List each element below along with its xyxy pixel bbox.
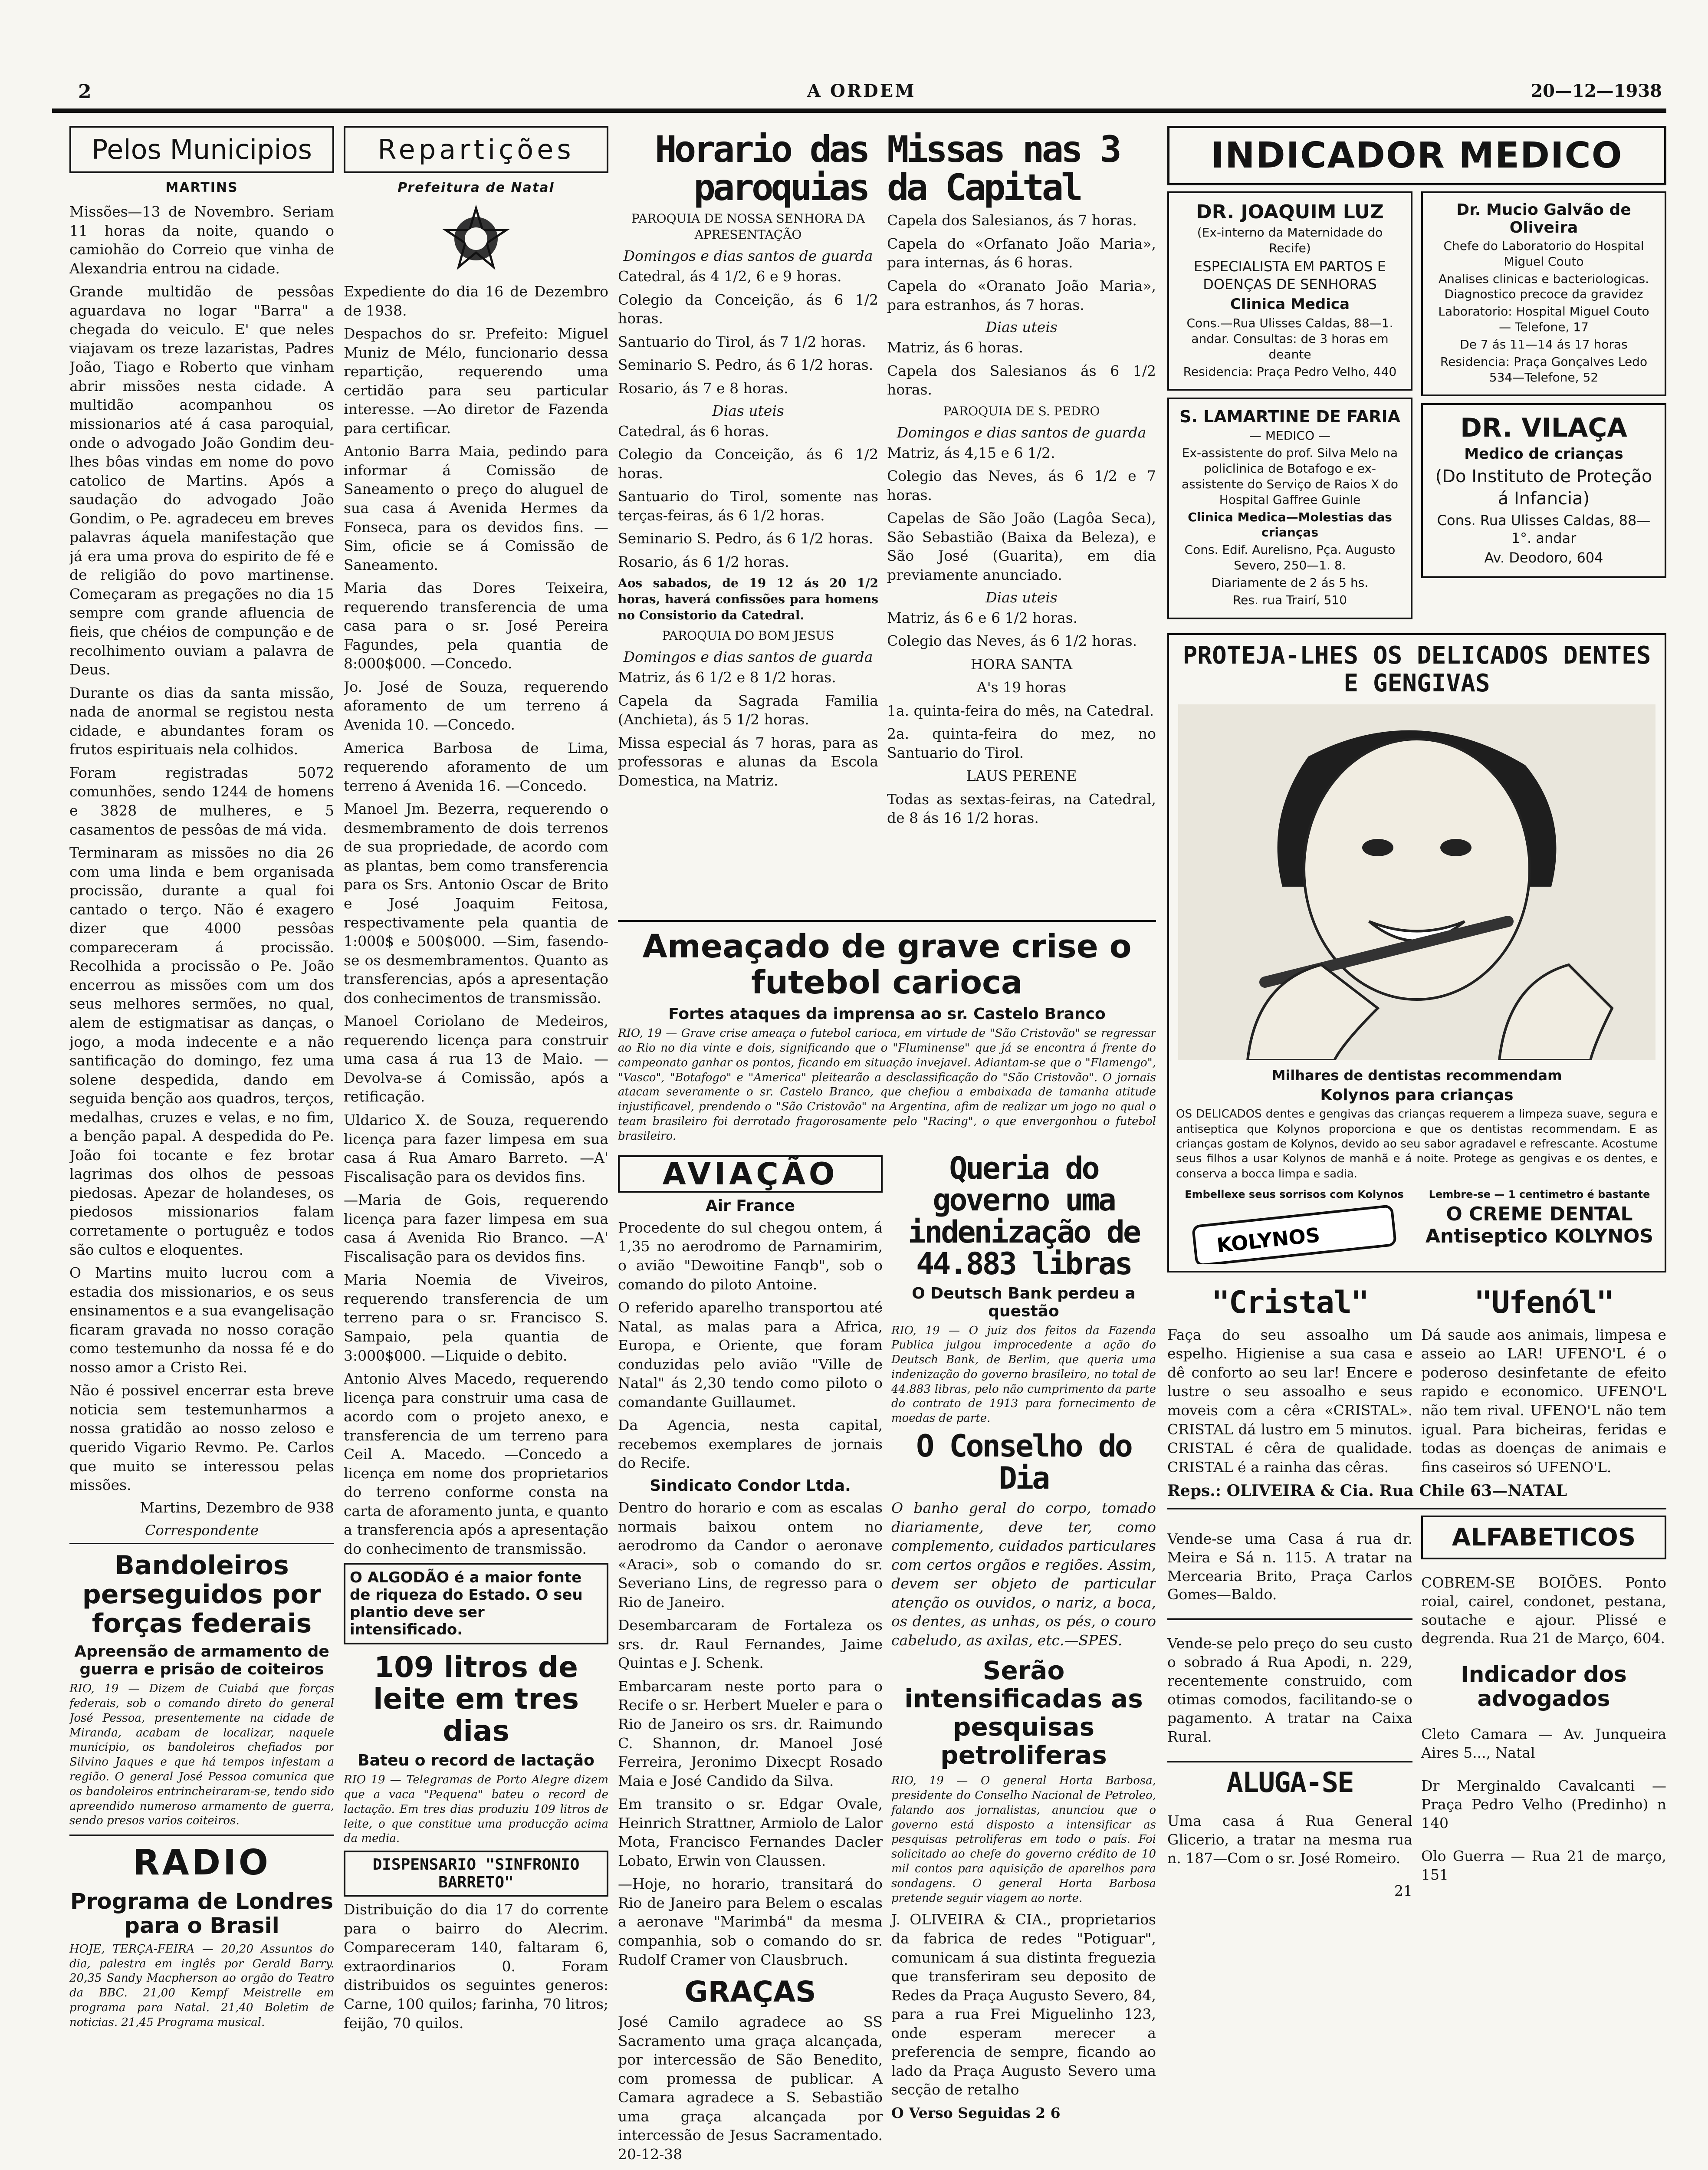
alfabeticos-headline: ALFABETICOS [1421, 1516, 1666, 1559]
parish-heading: PAROQUIA DO BOM JESUS [662, 628, 834, 643]
sale-ad: Vende-se pelo preço do seu custo o sobrado á Rua Apodi, n. 229, recentemente construido, com otimas comodos, facilitando-se o pagamento. A tratar na Caixa Rural. [1167, 1635, 1412, 1745]
schedule-line: Matriz, ás 6 e 6 1/2 horas. [887, 609, 1078, 626]
doctor-detail: Av. Deodoro, 604 [1484, 549, 1603, 566]
parish-heading: PAROQUIA DE NOSSA SENHORA DA APRESENTAÇÃO [631, 211, 865, 242]
schedule-subheading: Dias uteis [985, 589, 1058, 606]
doctor-detail: Cons.—Rua Ulisses Caldas, 88—1. andar. Consultas: de 3 horas em deante [1186, 316, 1393, 362]
condor-paragraph: Embarcaram neste porto para o Recife o sr. Herbert Mueler e para o Rio de Janeiro os srs. dr. Raimundo C. Shannon, dr. Manoel José Ferreira, Jeronimo Dixecpt Rosado Maia e José Candido da Silva. [618, 1677, 883, 1789]
schedule-line: Capela do «Orfanato João Maria», para internas, ás 6 horas. [887, 235, 1156, 271]
schedule-line: Colegio da Conceição, ás 6 1/2 horas. [618, 291, 878, 327]
schedule-note: Aos sabados, de 19 12 ás 20 1/2 horas, haverá confissões para homens no Consistorio da Catedral. [618, 576, 878, 623]
classifieds [1167, 1516, 1666, 1905]
oil-headline: Serão intensificadas as pesquisas petroliferas [904, 1656, 1143, 1770]
schedule-subheading: Domingos e dias santos de guarda [623, 648, 873, 666]
column-capital [618, 126, 1156, 2170]
doctor-detail: Diariamente de 2 ás 5 hs. [1211, 575, 1369, 590]
schedule-line: Santuario do Tirol, somente nas terças-feiras, ás 6 1/2 horas. [618, 488, 878, 524]
thanks-body: José Camilo agradece ao SS Sacramento uma graça alcançada, por intercessão de São Benedito, com promessa de publicar. A Camara agradece a S. Sebastião uma graça alcançada por intercessão de Jesus Sacramentado. 20-12-38 [618, 2013, 883, 2163]
mass-schedule-right [887, 211, 1156, 832]
article-signature: Martins, Dezembro de 938 [140, 1499, 334, 1516]
article-paragraph: Antonio Barra Maia, pedindo para informar á Comissão de Saneamento o preço do aluguel de sua casa á Avenida Hermes da Fonseca, para os devidos fins. —Sim, oficie se á Comissão de Saneamento. [344, 443, 608, 573]
correspondent-credit: Correspondente [69, 1522, 334, 1544]
doctor-detail: Chefe do Laboratorio do Hospital Miguel Couto [1443, 239, 1644, 269]
medical-index [1167, 191, 1666, 626]
cristal-ad [1167, 1279, 1412, 1481]
condor-paragraph: —Hoje, no horario, transitará do Rio de Janeiro para Belem o escalas a aeronave "Marimbá" da mesma companhia, sob o comando do sr. Rudolf Cramer von Clausbruch. [618, 1875, 883, 1968]
schedule-line: Catedral, ás 6 horas. [618, 422, 769, 440]
mass-schedule-left [618, 211, 878, 794]
article-paragraph: Manoel Coriolano de Medeiros, requerendo licença para construir uma casa á rua 13 de Maio. —Devolva-se á Comissão, após a retificação. [344, 1013, 608, 1105]
condor-paragraph: Em transito o sr. Edgar Ovale, Heinrich Strattner, Armiolo de Lalor Mota, Francisco Fernandes Dacler Lobato, Erwin von Claussen. [618, 1795, 883, 1869]
alfabeticos-body: COBREM-SE BOIÕES. Ponto roial, cairel, condonet, pestana, soutache e ajour. Plissé e degrenda. Rua 21 de Março, 604. [1421, 1574, 1666, 1647]
doctor-name: DR. VILAÇA [1460, 413, 1627, 444]
counsel-headline: O Conselho do Dia [916, 1428, 1131, 1496]
lawyers-headline: Indicador dos advogados [1461, 1662, 1627, 1712]
lawyer-entry: Cleto Camara — Av. Junqueira Aires 5..., Natal [1421, 1726, 1666, 1762]
kolynos-ad [1167, 633, 1666, 1272]
medical-index-left [1167, 191, 1412, 626]
indemnity-body: RIO, 19 — O juiz dos feitos da Fazenda Publica julgou improcedente a ação do Deutsch Bank, de Berlim, que queria uma indenização do governo brasileiro, no total de 44.883 libras, pelo não cumprimento da parte do contrato de 1913 para fornecimento de moedas de parte. [891, 1324, 1156, 1425]
classifieds-right [1421, 1516, 1666, 1905]
doctor-detail: Analises clinicas e bacteriologicas. Diagnostico precoce da gravidez [1438, 271, 1649, 302]
doctor-detail: Ex-assistente do prof. Silva Melo na policlinica de Botafogo e ex-assistente do Serviço de Raios X do Hospital Gaffree Guinle [1181, 446, 1399, 507]
classifieds-left [1167, 1516, 1412, 1905]
column-municipios [69, 126, 334, 2170]
section-title: Repartições [344, 126, 608, 173]
kolynos-tagline: Milhares de dentistas recommendam [1271, 1067, 1562, 1084]
schedule-line: Capela da Sagrada Familia (Anchieta), ás 5 1/2 horas. [618, 692, 878, 728]
kolynos-footer [1176, 1186, 1658, 1264]
schedule-line: Seminario S. Pedro, ás 6 1/2 horas. [618, 530, 874, 547]
divider [1167, 1508, 1666, 1509]
section-subtitle: Prefeitura de Natal [397, 180, 555, 195]
article-paragraph: Não é possivel encerrar esta breve noticia sem testemunharmos a nossa gratidão ao nosso zeloso e querido Vigario Revmo. Pe. Carlos que muito se interessou pelas missões. [69, 1382, 334, 1494]
doctor-detail: Residencia: Praça Pedro Velho, 440 [1183, 364, 1397, 379]
section-title: Pelos Municipios [69, 126, 334, 173]
doctor-name: S. LAMARTINE DE FARIA [1179, 407, 1401, 427]
svg-text:KOLYNOS: KOLYNOS [1215, 1223, 1321, 1257]
mass-schedule-headline: Horario das Missas nas 3 paroquias da Capital [655, 128, 1119, 209]
doctor-detail: Cons. Edif. Aurelisno, Pça. Augusto Severo, 250—1. 8. [1184, 542, 1396, 573]
doctor-name: Dr. Mucio Galvão de Oliveira [1456, 201, 1631, 237]
doctor-detail: Clinica Medica—Molestias das crianças [1188, 510, 1392, 540]
ufenol-headline: "Ufenól" [1474, 1284, 1614, 1320]
milk-body: RIO 19 — Telegramas de Porto Alegre dizem que a vaca "Pequena" bateu o record de lactação. Em tres dias produziu 109 litros de leite, o que constitue uma producção acima da media. [344, 1773, 608, 1845]
oliveira-notice-tail: O Verso Seguidas 2 6 [891, 2104, 1061, 2121]
article-kicker: MARTINS [165, 180, 238, 195]
wax-ads [1167, 1279, 1666, 1481]
schedule-line: 1a. quinta-feira do mês, na Catedral. [887, 702, 1154, 719]
medical-index-title: INDICADOR MEDICO [1167, 126, 1666, 185]
doctor-detail: ESPECIALISTA EM PARTOS E DOENÇAS DE SENHORAS [1194, 258, 1386, 293]
aviation-paragraph: O referido aparelho transportou até Natal, as malas para a Africa, Europa, e Oriente, que foram conduzidas pelo avião "Ville de Natal" ás 2,30 tendo como piloto o comandante Guillaumet. [618, 1299, 883, 1410]
kolynos-brand: O CREME DENTAL Antiseptico KOLYNOS [1425, 1203, 1654, 1247]
article-paragraph: Maria das Dores Teixeira, requerendo transferencia de uma casa para o sr. José Pereira Fagundes, pela quantia de 8:000$000. —Concedo. [344, 579, 608, 672]
article-paragraph: Grande multidão de pessôas aguardava no logar "Barra" a chegada do veiculo. E' que neles viajavam os treze lazaristas, Padres João, Tiago e Roberto que vinham abrir missões nesta cidade. A multidão acompanhou os missionarios até á casa paroquial, onde o advogado João Gondim deu-lhes bôas vindas em nome do povo catolico de Martins. Após a saudação do advogado João Gondim, o Pe. agradeceu em breves palavras áquela manifestação que já era uma prova do espirito de fé e de religião do povo martinense. Começaram as pregações no dia 15 sempre com grande afluencia de fieis, que chéios de compunção e de recolhimento ouviam a palavra de Deus. [69, 283, 334, 678]
ufenol-ad [1421, 1279, 1666, 1481]
doctor-detail: Laboratorio: Hospital Miguel Couto — Telefone, 17 [1438, 304, 1649, 335]
article-paragraph: Foram registradas 5072 comunhões, sendo 1244 de homens e 3828 de mulheres, e 5 casamentos de pessôas de má vida. [69, 764, 334, 838]
schedule-line: Capela dos Salesianos, ás 7 horas. [887, 212, 1137, 229]
indemnity-headline: Queria do governo uma indenização de 44.883 libras [907, 1150, 1140, 1282]
bandits-subhead: Apreensão de armamento de guerra e prisão de coiteiros [74, 1643, 329, 1679]
schedule-line: Matriz, ás 6 horas. [887, 339, 1023, 356]
milk-subhead: Bateu o record de lactação [358, 1752, 595, 1770]
thanks-headline: GRAÇAS [684, 1975, 816, 2009]
doctor-detail: (Do Instituto de Proteção á Infancia) [1435, 466, 1652, 509]
page-date: 20—12—1938 [1531, 81, 1662, 101]
condor-paragraph: Desembarcaram de Fortaleza os srs. dr. Raul Fernandes, Jaime Quintas e J. Schenk. [618, 1617, 883, 1672]
schedule-line: Capela dos Salesianos ás 6 1/2 horas. [887, 362, 1156, 398]
aviation-subhead: Air France [705, 1197, 795, 1215]
schedule-line: Colegio das Neves, ás 6 1/2 horas. [887, 632, 1137, 650]
schedule-line: Catedral, ás 4 1/2, 6 e 9 horas. [618, 268, 842, 285]
schedule-subheading: Domingos e dias santos de guarda [897, 424, 1146, 441]
oil-body: RIO, 19 — O general Horta Barbosa, presidente do Conselho Nacional de Petroleo, falando aos jornalistas, anunciou que o governo está disposto a intensificar as pesquisas petroliferas em todo o país. Foi solicitado ao chefe do governo crédito de 10 mil contos para aquisição de aparelhos para sondagens. O general Horta Barbosa pretende seguir viagem ao norte. [891, 1774, 1156, 1905]
divider [69, 1835, 334, 1836]
cristal-headline: "Cristal" [1211, 1284, 1369, 1320]
schedule-line: Colegio da Conceição, ás 6 1/2 horas. [618, 446, 878, 482]
article-paragraph: Expediente do dia 16 de Dezembro de 1938. [344, 283, 608, 319]
newspaper-name: A ORDEM [807, 81, 916, 101]
bandits-headline: Bandoleiros perseguidos por forças federais [82, 1550, 322, 1639]
divider [618, 920, 1156, 922]
doctor-card [1167, 398, 1412, 619]
football-headline: Ameaçado de grave crise o futebol carioca [642, 928, 1132, 1002]
kolynos-tagline: Lembre-se — 1 centimetro é bastante [1429, 1188, 1650, 1200]
dispensary-title: DISPENSARIO "SINFRONIO BARRETO" [344, 1851, 608, 1897]
article-paragraph: Jo. José de Souza, requerendo aforamento de um terreno á Avenida 10. —Concedo. [344, 678, 608, 733]
article-paragraph: —Maria de Gois, requerendo licença para fazer limpesa em sua casa á Avenida Rio Branco. —A' Fiscalisação para os devidos fins. [344, 1191, 608, 1265]
football-body: RIO, 19 — Grave crise ameaça o futebol carioca, em virtude de "São Cristovão" se regressar ao Rio no dia vinte e dois, significando que o "Fluminense" que já se encontra á frente do campeonato ganhar os pontos, ficando em situação invejavel. Adiantam-se que o "Flamengo", "Vasco", "Botafogo" e "America" pleitearão a desclassificação do "São Cristovão". O jornais atacam severamente o sr. Castelo Branco, que chefiou a embaixada de tamanha atitude injustificavel, prendendo o "São Cristovão" na Argentina, afim de realizar um jogo no qual o team brasileiro foi derrotado fragorosamente pelo "Racing", o que envergonhou o futebol brasileiro. [618, 1027, 1156, 1143]
schedule-line: Colegio das Neves, ás 6 1/2 e 7 horas. [887, 467, 1156, 503]
schedule-line: Missa especial ás 7 horas, para as professoras e alunas da Escola Domestica, na Matriz. [618, 734, 878, 789]
article-paragraph: Despachos do sr. Prefeito: Miguel Muniz de Mélo, funcionario dessa repartição, requerendo uma certidão para seu particular interesse. —Ao diretor de Fazenda para certificar. [344, 325, 608, 437]
page-header [52, 78, 1666, 113]
article-paragraph: Antonio Alves Macedo, requerendo licença para construir uma casa de acordo com o projeto anexo, e transferencia de um terreno para Ceil A. Macedo. —Concedo a licença em nome dos proprietarios do terreno conforme consta na carta de aforamento junta, e quanto a transferencia após a apresentação do conhecimento de transmissão. [344, 1370, 608, 1557]
parish-heading: PAROQUIA DE S. PEDRO [943, 404, 1100, 418]
schedule-line: Rosario, ás 7 e 8 horas. [618, 380, 788, 397]
schedule-line: Santuario do Tirol, ás 7 1/2 horas. [618, 333, 866, 350]
rent-ad: Uma casa á Rua General Glicerio, a tratar na mesma rua n. 187—Com o sr. José Romeiro. [1167, 1812, 1412, 1867]
child-smile-illustration [1176, 704, 1658, 1060]
schedule-heading: HORA SANTA [970, 655, 1073, 673]
kolynos-headline: PROTEJA-LHES OS DELICADOS DENTES E GENGIVAS [1182, 641, 1651, 697]
aviation-headline: AVIAÇÃO [618, 1155, 883, 1193]
kolynos-footer-left [1176, 1186, 1412, 1264]
oliveira-notice: J. OLIVEIRA & CIA., proprietarios da fabrica de redes "Potiguar", comunicam á sua distinta freguezia que transferiram seu deposito de Redes da Praça Augusto Severo, 84, para a rua Frei Miguelinho 123, onde esperam merecer a preferencia de sempre, ficando ao lado da Praça Augusto Severo uma secção de retalho [891, 1911, 1156, 2098]
milk-headline: 109 litros de leite em tres dias [373, 1650, 579, 1748]
kolynos-copy: OS DELICADOS dentes e gengivas das crianças requerem a limpeza suave, segura e antiseptica que Kolynos proporciona e que os dentistas recommendam. E as crianças gostam de Kolynos, devido ao seu sabor agradavel e refrescante. Acostume seus filhos a usar Kolynos de manhã e á noite. Protege as gengivas e os dentes, e conserva a bocca limpa e sadia. [1176, 1108, 1658, 1180]
doctor-detail: De 7 ás 11—14 ás 17 horas [1460, 337, 1628, 352]
kolynos-tube-icon [1176, 1203, 1412, 1264]
schedule-subheading: Dias uteis [985, 319, 1058, 336]
kolynos-tagline: Kolynos para crianças [1320, 1086, 1514, 1105]
lawyer-entry: Dr Merginaldo Cavalcanti — Praça Pedro Velho (Predinho) n 140 [1421, 1777, 1666, 1831]
condor-paragraph: Dentro do horario e com as escalas normais baixou ontem no aerodromo da Candor o aeronave «Araci», sob o comando do sr. Severiano Lins, de regresso para o Rio de Janeiro. [618, 1499, 883, 1611]
radio-body: HOJE, TERÇA-FEIRA — 20,20 Assuntos do dia, palestra em inglês por Gerald Barry. 20,35 Sandy Macpherson ao orgão do Teatro da BBC. 21,00 Kempf Meistrelle em programa para Natal. 21,40 Boletim de noticias. 21,45 Programa musical. [69, 1942, 334, 2029]
doctor-card [1421, 191, 1666, 396]
schedule-line: A's 19 horas [976, 679, 1067, 696]
cristal-body: Faça do seu assoalho um espelho. Higienise a sua casa e dê conforto ao seu lar! Encere e lustre o seu assoalho e seus moveis com a cêra «CRISTAL». CRISTAL dá lustro em 5 minutos. CRISTAL é cêra de qualidade. CRISTAL é a rainha das cêras. [1167, 1326, 1412, 1476]
divider [1167, 1618, 1412, 1620]
article-paragraph: Durante os dias da santa missão, nada de anormal se registou nesta cidade, e abundantes foram os frutos espirituais nela colhidos. [69, 684, 334, 758]
schedule-subheading: Domingos e dias santos de guarda [623, 247, 873, 265]
indemnity-subhead: O Deutsch Bank perdeu a questão [912, 1284, 1136, 1320]
article-paragraph: O Martins muito lucrou com a estadia dos missionarios, e os seus ensinamentos e a sua evangelisação ficaram gravada no nosso coração como testemunho da nossa fé e do nosso amor a Cristo Rei. [69, 1264, 334, 1376]
reps-line: Reps.: OLIVEIRA & Cia. Rua Chile 63—NATAL [1167, 1482, 1567, 1500]
kolynos-tagline: Embellexe seus sorrisos com Kolynos [1185, 1188, 1404, 1200]
column-ads [1167, 126, 1666, 2170]
radio-subhead: Programa de Londres para o Brasil [70, 1888, 334, 1938]
doctor-detail: — MEDICO — [1249, 428, 1331, 443]
lawyer-entry: Olo Guerra — Rua 21 de março, 151 [1421, 1847, 1666, 1883]
column-reparticoes [344, 126, 608, 2170]
doctor-detail: (Ex-interno da Maternidade do Recife) [1197, 225, 1383, 255]
divider [1167, 1761, 1412, 1762]
radio-headline: RADIO [133, 1842, 271, 1883]
condor-subhead: Sindicato Condor Ltda. [650, 1477, 851, 1495]
doctor-detail: Cons. Rua Ulisses Caldas, 88—1°. andar [1437, 512, 1651, 547]
dispensary-body: Distribuição do dia 17 do corrente para o bairro do Alecrim. Compareceram 140, faltaram 6, extraordinarios 0. Foram distribuidos os seguintes generos: Carne, 100 quilos; farinha, 70 litros; feijão, 70 quilos. [344, 1901, 608, 2032]
cotton-bulletin: O ALGODÃO é a maior fonte de riqueza do Estado. O seu plantio deve ser intensificado. [344, 1563, 608, 1644]
schedule-line: Capela do «Oranato João Maria», para estranhos, ás 7 horas. [887, 277, 1156, 313]
article-paragraph: Missões—13 de Novembro. Seriam 11 horas da noite, quando o camiohão do Correio que vinha de Alexandria entrou na cidade. [69, 203, 334, 277]
newspaper-page [52, 78, 1666, 2170]
ufenol-body: Dá saude aos animais, limpesa e asseio ao LAR! UFENO'L é o poderoso desinfetante de efeito rapido e economico. UFENO'L não tem rival. UFENO'L não tem igual. Para bicheiras, feridas e todas as doenças de animais e fins caseiros só UFENO'L. [1421, 1326, 1666, 1476]
counsel-body: O banho geral do corpo, tomado diariamente, deve ter, como complemento, cuidados particulares com certos orgãos e regiões. Assim, devem ser objeto de particular atenção os ouvidos, o nariz, a boca, os dentes, as unhas, os pés, o couro cabeludo, as axilas, etc.—SPES. [891, 1499, 1156, 1649]
coat-of-arms-icon [441, 204, 511, 273]
mass-schedule [618, 211, 1156, 914]
schedule-subheading: Dias uteis [712, 402, 784, 419]
schedule-line: Rosario, ás 6 1/2 horas. [618, 553, 789, 570]
article-paragraph: Manoel Jm. Bezerra, requerendo o desmembramento de dois terrenos de sua propriedade, de acordo com as plantas, bem como transferencia para os Srs. Antonio Oscar de Brito e José Joaquim Feitosa, respectivamente pela quantia de 1:000$ e 500$000. —Sim, fasendo-se os desmembramentos. Quanto as transferencias, após a apresentação dos conhecimentos de transmissão. [344, 800, 608, 1006]
article-paragraph: Maria Noemia de Viveiros, requerendo transferencia de um terreno para o sr. Francisco S. Sampaio, pela quantia de 3:000$000. —Liquide o debito. [344, 1271, 608, 1364]
medical-index-right [1421, 191, 1666, 626]
aviation-paragraph: Da Agencia, nesta capital, recebemos exemplares de jornais do Recife. [618, 1417, 883, 1472]
article-paragraph: America Barbosa de Lima, requerendo aforamento de um terreno á Avenida 16. —Concedo. [344, 739, 608, 794]
schedule-line: Matriz, ás 6 1/2 e 8 1/2 horas. [618, 669, 836, 686]
doctor-card [1167, 191, 1412, 391]
article-paragraph: Uldarico X. de Souza, requerendo licença para fazer limpesa em sua casa á Rua Amaro Barreto. —A' Fiscalisação para os devidos fins. [344, 1111, 608, 1185]
doctor-detail: Clinica Medica [1230, 295, 1350, 313]
bandits-body: RIO, 19 — Dizem de Cuiabá que forças federais, sob o comando direto do general José Pessoa, presentemente na cidade de Miranda, acabam de localizar, naquele municipio, os bandoleiros chefiados por Silvino Jaques e que há tempos infestam a região. O general José Pessoa comunica que os bandoleiros entrincheiraram-se, tendo sido apreendido numeroso armamento de guerra, sendo presos varios coiteiros. [69, 1682, 334, 1828]
rent-headline: ALUGA-SE [1226, 1766, 1353, 1799]
doctor-detail: Medico de crianças [1464, 445, 1623, 463]
doctor-card [1421, 403, 1666, 578]
sale-ad: Vende-se uma Casa á rua dr. Meira e Sá n. 115. A tratar na Mercearia Brito, Praça Carlos Gomes—Baldo. [1167, 1530, 1412, 1603]
schedule-line: Seminario S. Pedro, ás 6 1/2 horas. [618, 356, 874, 374]
doctor-detail: Res. rua Trairí, 510 [1232, 592, 1347, 607]
kolynos-footer-right [1421, 1186, 1658, 1264]
lower-news-left [618, 1148, 883, 2168]
football-subhead: Fortes ataques da imprensa ao sr. Castelo Branco [668, 1005, 1106, 1023]
article-paragraph: Terminaram as missões no dia 26 com uma linda e bem organisada procissão, durante a qual foi cantado o terço. Não é exagero dizer que 4000 pessôas compareceram á procissão. Recolhida a procissão o Pe. João encerrou as missões com um dos seus melhores sermões, no qual, alem de estigmatisar as danças, o jogo, a moda indecente e a não santificação do domingo, fez uma solene despedida, dando em seguida benção aos quadros, terços, medalhas, cruzes e velas, e no fim, a benção papal. A despedida do Pe. João foi tocante e fez brotar lagrimas dos olhos de pessoas piedosas. Apezar de holandeses, os piedosos missionarios falam corretamente o portuguêz e todos são cultos e eloquentes. [69, 844, 334, 1258]
doctor-detail: Residencia: Praça Gonçalves Ledo 534—Telefone, 52 [1440, 354, 1648, 385]
aviation-paragraph: Procedente do sul chegou ontem, á 1,35 no aerodromo de Parnamirim, o avião "Dewoitine Fanqb", sob o comando do piloto Antoine. [618, 1219, 883, 1293]
schedule-line: 2a. quinta-feira do mez, no Santuario do Tirol. [887, 725, 1156, 761]
lower-news-right [891, 1148, 1156, 2168]
ad-number: 21 [1394, 1882, 1412, 1899]
lower-news [618, 1148, 1156, 2168]
schedule-line: Matriz, ás 4,15 e 6 1/2. [887, 444, 1055, 461]
schedule-line: Todas as sextas-feiras, na Catedral, de 8 ás 16 1/2 horas. [887, 790, 1156, 827]
page-number: 2 [78, 81, 92, 103]
schedule-heading: LAUS PERENE [966, 767, 1077, 785]
schedule-line: Capelas de São João (Lagôa Seca), São Sebastião (Baixa da Beleza), e São José (Guarita), em dia previamente anunciado. [887, 510, 1156, 583]
doctor-name: DR. JOAQUIM LUZ [1196, 201, 1384, 223]
